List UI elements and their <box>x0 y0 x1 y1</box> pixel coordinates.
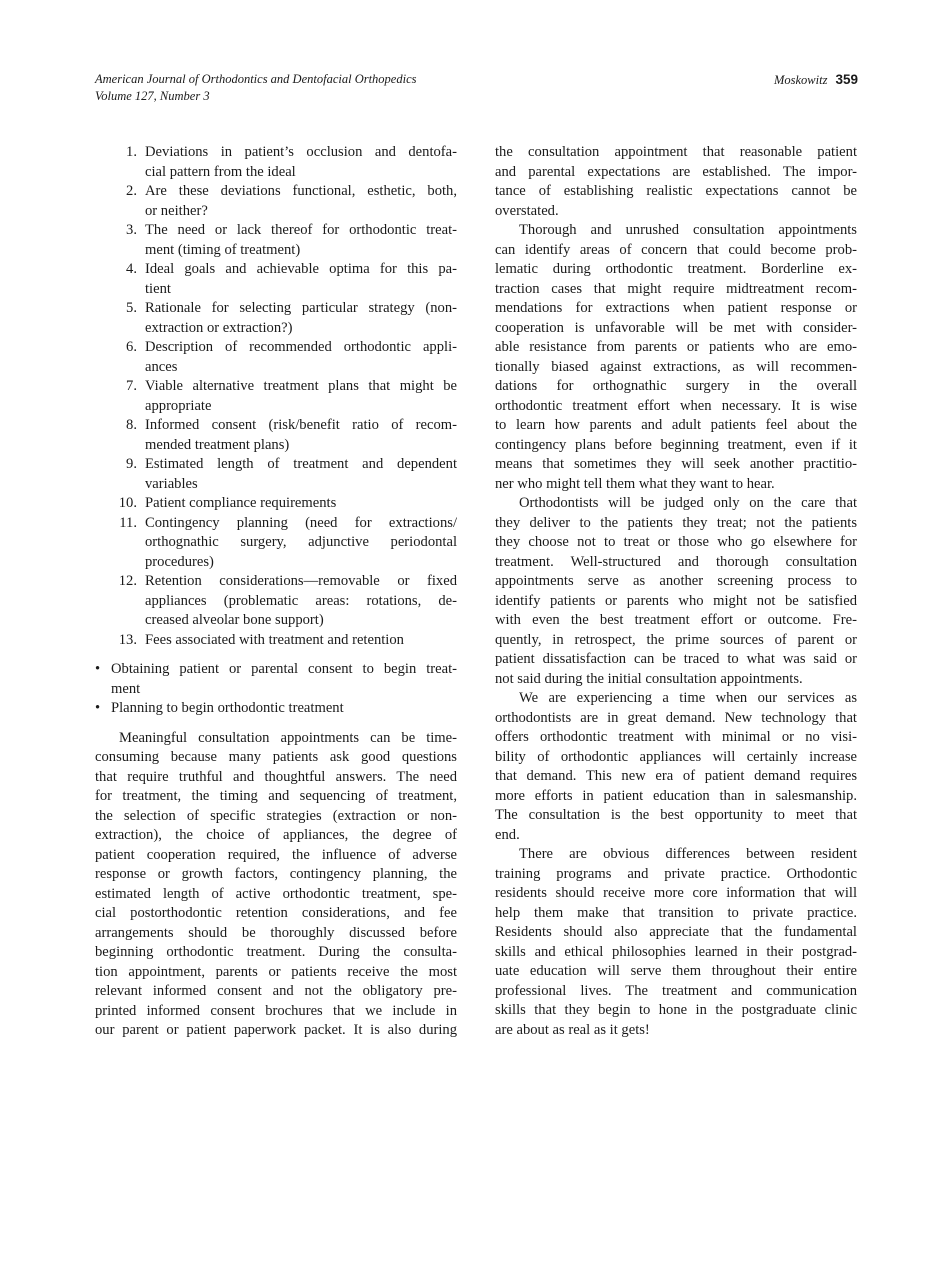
text-line: Contingency planning (need for extractions/ <box>145 514 457 531</box>
text-line: dations for orthognathic surgery in the overall <box>495 378 857 394</box>
text-line: appliances (problematic areas: rotations, de- <box>145 592 457 609</box>
text-line: residents should receive more core information that will <box>495 885 857 901</box>
left-column <box>95 143 457 1041</box>
text-line: printed informed consent brochures that we include in <box>95 1002 457 1019</box>
text-line: tionally biased against extractions, as will recommen- <box>495 358 857 375</box>
text-line: to learn how parents and adult patients feel about the <box>495 417 857 433</box>
text-line: contingency plans before beginning treatment, even if it <box>495 436 857 453</box>
text-line: Planning to begin orthodontic treatment <box>111 700 344 716</box>
text-line: orthodontists are in great demand. New technology that <box>495 709 857 726</box>
text-line: ner who might tell them what they want to hear. <box>495 475 775 492</box>
text-line: skills that they begin to hone in the postgraduate clinic <box>495 1002 857 1018</box>
text-line: Are these deviations functional, esthetic, both, <box>145 183 457 199</box>
text-line: cial pattern from the ideal <box>145 163 296 180</box>
text-line: creased alveolar bone support) <box>145 612 324 628</box>
text-line: Orthodontists will be judged only on the care that <box>519 495 857 511</box>
text-line: they deliver to the patients they treat; not the patients <box>495 514 857 531</box>
text-line: end. <box>495 826 520 843</box>
text-line: more efforts in patient education than in salesmanship. <box>495 787 857 804</box>
list-item <box>95 182 457 221</box>
paragraph <box>495 221 857 494</box>
text-line: extraction or extraction?) <box>145 319 293 336</box>
text-line: estimated length of active orthodontic treatment, spe- <box>95 885 457 902</box>
text-line: The need or lack thereof for orthodontic treat- <box>145 222 457 238</box>
text-line: appropriate <box>145 397 212 414</box>
text-line: ment <box>111 680 141 697</box>
text-line: Deviations in patient’s occlusion and dentofa- <box>145 144 457 160</box>
list-item <box>95 631 457 651</box>
list-number: 6. <box>126 339 137 355</box>
paragraph <box>495 494 857 689</box>
page-number: 359 <box>835 72 858 87</box>
text-line: Description of recommended orthodontic appli- <box>145 339 457 355</box>
list-item <box>95 494 457 514</box>
text-line: skills and ethical philosophies learned in their postgrad- <box>495 943 857 960</box>
text-line: cial postorthodontic retention considerations, and fee <box>95 905 457 921</box>
text-line: lematic during orthodontic treatment. Borderline ex- <box>495 261 857 277</box>
text-line: Estimated length of treatment and dependent <box>145 456 457 472</box>
text-line: Ideal goals and achievable optima for this pa- <box>145 261 457 277</box>
list-number: 4. <box>126 261 137 277</box>
bullet-icon: • <box>95 661 101 677</box>
text-line: tient <box>145 280 171 297</box>
text-line: quently, in retrospect, the prime sources of parent or <box>495 631 857 648</box>
list-number: 3. <box>126 222 137 238</box>
text-line: that demand. This new era of patient demand requires <box>495 768 857 784</box>
bullet-item <box>95 699 457 719</box>
text-line: the selection of specific strategies (extraction or non- <box>95 807 457 824</box>
text-line: response or growth factors, contingency planning, the <box>95 866 457 882</box>
text-line: procedures) <box>145 553 214 570</box>
text-line: able resistance from parents or patients who are emo- <box>495 339 857 355</box>
list-item <box>95 514 457 573</box>
right-column <box>495 143 857 1040</box>
text-line: mendations for extractions when patient response or <box>495 300 857 316</box>
list-item <box>95 572 457 631</box>
journal-citation <box>95 71 417 105</box>
text-line: and parental expectations are established. The impor- <box>495 163 857 180</box>
text-line: identify patients or parents who might not be satisfied <box>495 592 857 609</box>
list-number: 1. <box>126 144 137 160</box>
list-item <box>95 455 457 494</box>
text-line: treatment. Well-structured and thorough consultation <box>495 553 857 570</box>
list-number: 8. <box>126 417 137 433</box>
text-line: Fees associated with treatment and retention <box>145 631 404 648</box>
text-line: Thorough and unrushed consultation appointments <box>519 222 857 238</box>
text-line: We are experiencing a time when our services as <box>519 690 857 706</box>
text-line: Retention considerations—removable or fixed <box>145 573 457 589</box>
list-number: 10. <box>118 495 137 511</box>
list-number: 5. <box>126 300 137 316</box>
text-line: ances <box>145 358 178 375</box>
text-line: training programs and private practice. Orthodontic <box>495 865 857 882</box>
list-number: 12. <box>118 573 137 589</box>
text-line: arrangements should be thoroughly discussed before <box>95 924 457 941</box>
text-line: are about as real as it gets! <box>495 1021 650 1038</box>
text-line: or neither? <box>145 202 208 219</box>
text-line: The consultation is the best opportunity to meet that <box>495 807 857 823</box>
author-name: Moskowitz <box>773 73 828 87</box>
text-line: Informed consent (risk/benefit ratio of recom- <box>145 417 457 433</box>
spacer <box>95 650 457 660</box>
numbered-list <box>95 143 457 650</box>
paragraph <box>495 143 857 221</box>
text-line: for treatment, the timing and sequencing of treatment, <box>95 788 457 804</box>
text-line: cooperation is unfavorable will be met with consider- <box>495 319 857 336</box>
journal-volume: Volume 127, Number 3 <box>95 89 210 103</box>
journal-title: American Journal of Orthodontics and Dentofacial Orthopedics <box>95 72 417 86</box>
list-item <box>95 299 457 338</box>
list-number: 9. <box>126 456 137 472</box>
text-line: tion appointment, parents or patients receive the most <box>95 963 457 980</box>
text-line: orthognathic surgery, adjunctive periodontal <box>145 534 457 550</box>
list-item <box>95 416 457 455</box>
list-item <box>95 377 457 416</box>
list-number: 2. <box>126 183 137 199</box>
text-line: tance of establishing realistic expectations cannot be <box>495 183 857 199</box>
bullet-icon: • <box>95 700 101 716</box>
text-line: that require truthful and thoughtful answers. The need <box>95 768 457 785</box>
list-item <box>95 338 457 377</box>
text-line: the consultation appointment that reasonable patient <box>495 144 857 160</box>
text-line: appointments serve as another screening process to <box>495 573 857 589</box>
text-line: Rationale for selecting particular strategy (non- <box>145 300 457 316</box>
text-line: our parent or patient paperwork packet. It is also during <box>95 1022 457 1038</box>
author-page <box>774 71 858 89</box>
text-line: professional lives. The treatment and communication <box>495 982 857 999</box>
text-line: they choose not to treat or those who go elsewhere for <box>495 534 857 550</box>
list-item <box>95 260 457 299</box>
text-line: Residents should also appreciate that the fundamental <box>495 924 857 940</box>
bullet-list <box>95 660 457 719</box>
text-line: ment (timing of treatment) <box>145 241 301 258</box>
paragraph <box>495 689 857 845</box>
list-number: 11. <box>119 514 137 531</box>
text-line: not said during the initial consultation appointments. <box>495 670 803 687</box>
text-line: relevant informed consent and not the obligatory pre- <box>95 983 457 999</box>
list-item <box>95 143 457 182</box>
text-line: extraction), the choice of appliances, the degree of <box>95 827 457 843</box>
text-line: uate education will serve them throughout their entire <box>495 963 857 979</box>
text-line: means that sometimes they will seek another practitio- <box>495 456 857 472</box>
text-line: There are obvious differences between resident <box>519 846 857 862</box>
text-line: patient dissatisfaction can be traced to what was said or <box>495 651 857 667</box>
text-line: can identify areas of concern that could become prob- <box>495 241 857 258</box>
text-line: Viable alternative treatment plans that might be <box>145 378 457 394</box>
text-line: bility of orthodontic appliances will certainly increase <box>495 748 857 765</box>
text-line: variables <box>145 475 198 492</box>
paragraph <box>95 729 457 1041</box>
paragraph <box>495 845 857 1040</box>
text-line: overstated. <box>495 202 559 219</box>
bullet-item <box>95 660 457 699</box>
text-line: Obtaining patient or parental consent to begin treat- <box>111 661 457 677</box>
text-line: offers orthodontic treatment with minimal or no visi- <box>495 729 857 745</box>
text-line: patient cooperation required, the influence of adverse <box>95 846 457 863</box>
text-line: consuming because many patients ask good questions <box>95 749 457 765</box>
list-number: 7. <box>126 378 137 394</box>
text-line: beginning orthodontic treatment. During the consulta- <box>95 944 457 960</box>
text-line: traction cases that might require midtreatment recom- <box>495 280 857 297</box>
text-line: with even the best treatment effort or outcome. Fre- <box>495 612 857 628</box>
text-line: Patient compliance requirements <box>145 495 337 511</box>
spacer <box>95 719 457 729</box>
text-line: Meaningful consultation appointments can be time- <box>119 729 457 746</box>
list-item <box>95 221 457 260</box>
text-line: orthodontic treatment effort when necessary. It is wise <box>495 397 857 414</box>
text-line: help them make that transition to private practice. <box>495 904 857 921</box>
list-number: 13. <box>118 631 137 648</box>
text-line: mended treatment plans) <box>145 436 290 453</box>
